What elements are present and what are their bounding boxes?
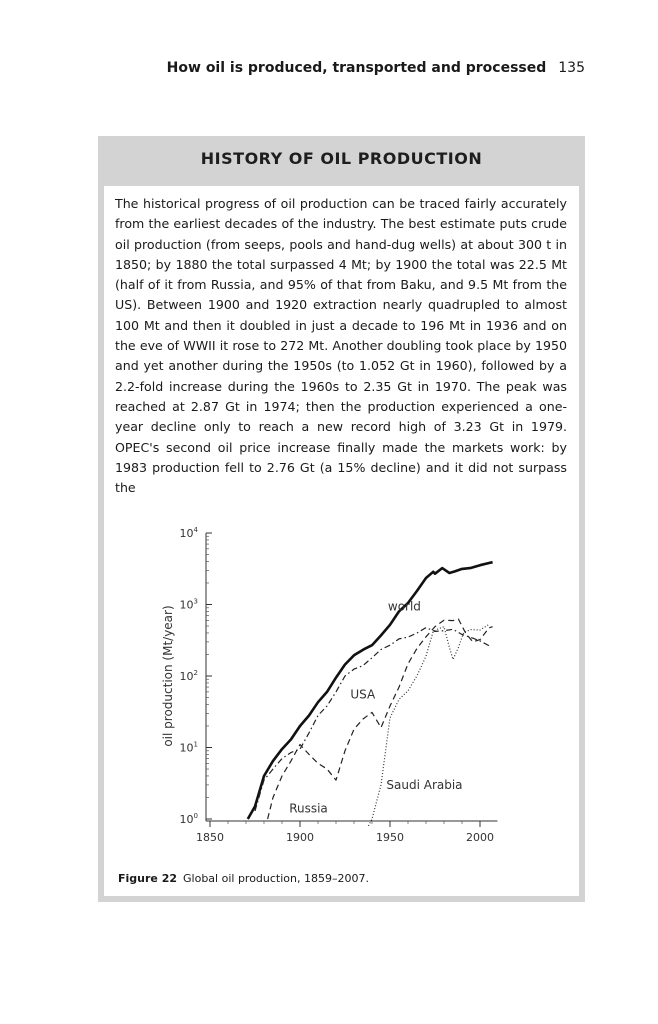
oil-production-chart (104, 186, 579, 886)
y-tick-label: $10^0$ (179, 812, 198, 826)
y-tick-label: $10^1$ (179, 740, 198, 755)
box-paragraph: The historical progress of oil production can be traced fairly accurately from the earliest decades of the industry. The best estimate puts crude oil production (from seeps, pools and hand-dug wells) at about 300 t in 1850; by 1880 the total surpassed 4 Mt; by 1900 the total was 22.5 Mt (half of it from Russia, and 95% of that from Baku, and 9.5 Mt from the US). Between 1900 and 1920 extraction nearly quadrupled to almost 100 Mt and then it doubled in just a decade to 196 Mt in 1936 and on the eve of WWII it rose to 272 Mt. Another doubling took place by 1950 and yet another during the 1950s (to 1.052 Gt in 1960), followed by a 2.2-fold increase during the 1960s to 2.35 Gt in 1970. The peak was reached at 2.87 Gt in 1974; then the production experienced a one-year decline only to reach a new record high of 3.23 Gt in 1979. OPEC's second oil price increase finally made the markets work: by 1983 production fell to 2.76 Gt (a 15% decline) and it did not surpass the (115, 196, 567, 496)
series-label-world: world (387, 599, 421, 614)
box-inner-panel (104, 186, 579, 896)
running-head (0, 60, 585, 76)
x-tick-label: 1950 (376, 831, 404, 844)
series-label-usa: USA (350, 687, 376, 702)
y-tick-label: $10^2$ (179, 669, 198, 683)
box-title: HISTORY OF OIL PRODUCTION (200, 149, 483, 168)
y-axis-label: oil production (Mt/year) (161, 605, 175, 747)
y-tick-label: $10^4$ (179, 526, 198, 540)
series-label-saudi-arabia: Saudi Arabia (386, 777, 463, 792)
figure-caption-text: Global oil production, 1859–2007. (183, 872, 369, 885)
x-tick-label: 1900 (286, 831, 314, 844)
history-box (98, 136, 585, 902)
figure-label: Figure 22 (118, 872, 178, 885)
series-label-russia: Russia (289, 801, 328, 816)
y-tick-label: $10^3$ (179, 597, 198, 612)
x-tick-label: 1850 (196, 831, 224, 844)
x-tick-label: 2000 (466, 831, 494, 844)
page-number: 135 (558, 60, 585, 76)
series-line-saudi-arabia (368, 625, 489, 826)
chapter-title: How oil is produced, transported and processed (166, 60, 547, 76)
figure-caption (118, 872, 369, 885)
